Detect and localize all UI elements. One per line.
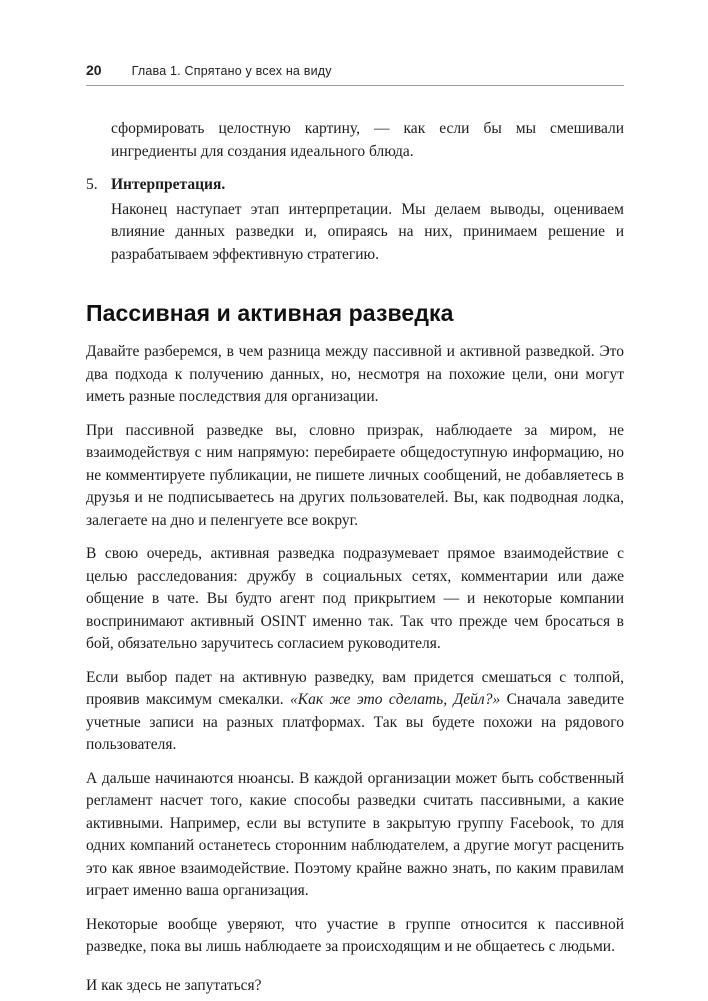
numbered-list-item: [86, 174, 624, 197]
paragraph-3: В свою очередь, активная разведка подразумевает прямое взаимодействие с целью расследования: дружбу в социальных сетях, комментарии или даже общение в чате. Вы будто агент под прикрытием — и некоторые компании воспринимают активный OSINT именно так. Так что прежде чем бросаться в бой, обязательно заручитесь согласием руководителя.: [86, 545, 624, 652]
page-number: 20: [86, 62, 102, 78]
list-item-title: Интерпретация.: [111, 176, 226, 193]
paragraph-4: [86, 667, 624, 757]
paragraph-2: При пассивной разведке вы, словно призрак, наблюдаете за миром, не взаимодействуя с ним напрямую: перебираете общедоступную информацию, но не комментируете публикации, не пишете личных сообщений, не добавляетесь в друзья и не подписываетесь на других пользователей. Вы, как подводная лодка, залегаете на дно и пеленгуете все вокруг.: [86, 421, 624, 529]
paragraph-6: Некоторые вообще уверяют, что участие в группе относится к пассивной разведке, пока вы лишь наблюдаете за происходящим и не общаетесь с людьми.: [86, 915, 624, 955]
paragraph-4-tail: Сначала заведите учетные записи на разных платформах. Так вы будете похожи на рядового пользователя.: [86, 691, 624, 753]
list-item-number: 5.: [86, 176, 98, 193]
paragraph-4-lead: Если выбор падет на активную разведку, вам придется смешаться с толпой, проявив максимум смекалки.: [86, 668, 624, 708]
quoted-phrase: «Как же это сделать, Дейл?»: [290, 691, 501, 708]
paragraph-7: И как здесь не запутаться?: [86, 976, 262, 994]
running-head: Глава 1. Спрятано у всех на виду: [131, 64, 332, 78]
paragraph-1: Давайте разберемся, в чем разница между пассивной и активной разведкой. Это два подхода к получению данных, но, несмотря на похожие цели, они могут иметь разные последствия для организации.: [86, 343, 624, 405]
page-header: [86, 62, 624, 78]
header-rule: [86, 85, 624, 86]
list-item-body: Наконец наступает этап интерпретации. Мы делаем выводы, оцениваем влияние данных разведки и, опираясь на них, принимаем решение и разрабатываем эффективную стратегию.: [111, 200, 624, 263]
paragraph-5: А дальше начинаются нюансы. В каждой организации может быть собственный регламент насчет того, какие способы разведки считать пассивными, а какие активными. Например, если вы вступите в закрытую группу Facebook, то для одних компаний останетесь сторонним наблюдателем, а другие могут расценить это как явное взаимодействие. Поэтому крайне важно знать, по каким правилам играет именно ваша организация.: [86, 769, 624, 899]
page-content: [86, 118, 624, 997]
section-heading: Пассивная и активная разведка: [86, 300, 454, 326]
list-continuation-paragraph: сформировать целостную картину, — как если бы мы смешивали ингредиенты для создания идеального блюда.: [111, 120, 624, 160]
